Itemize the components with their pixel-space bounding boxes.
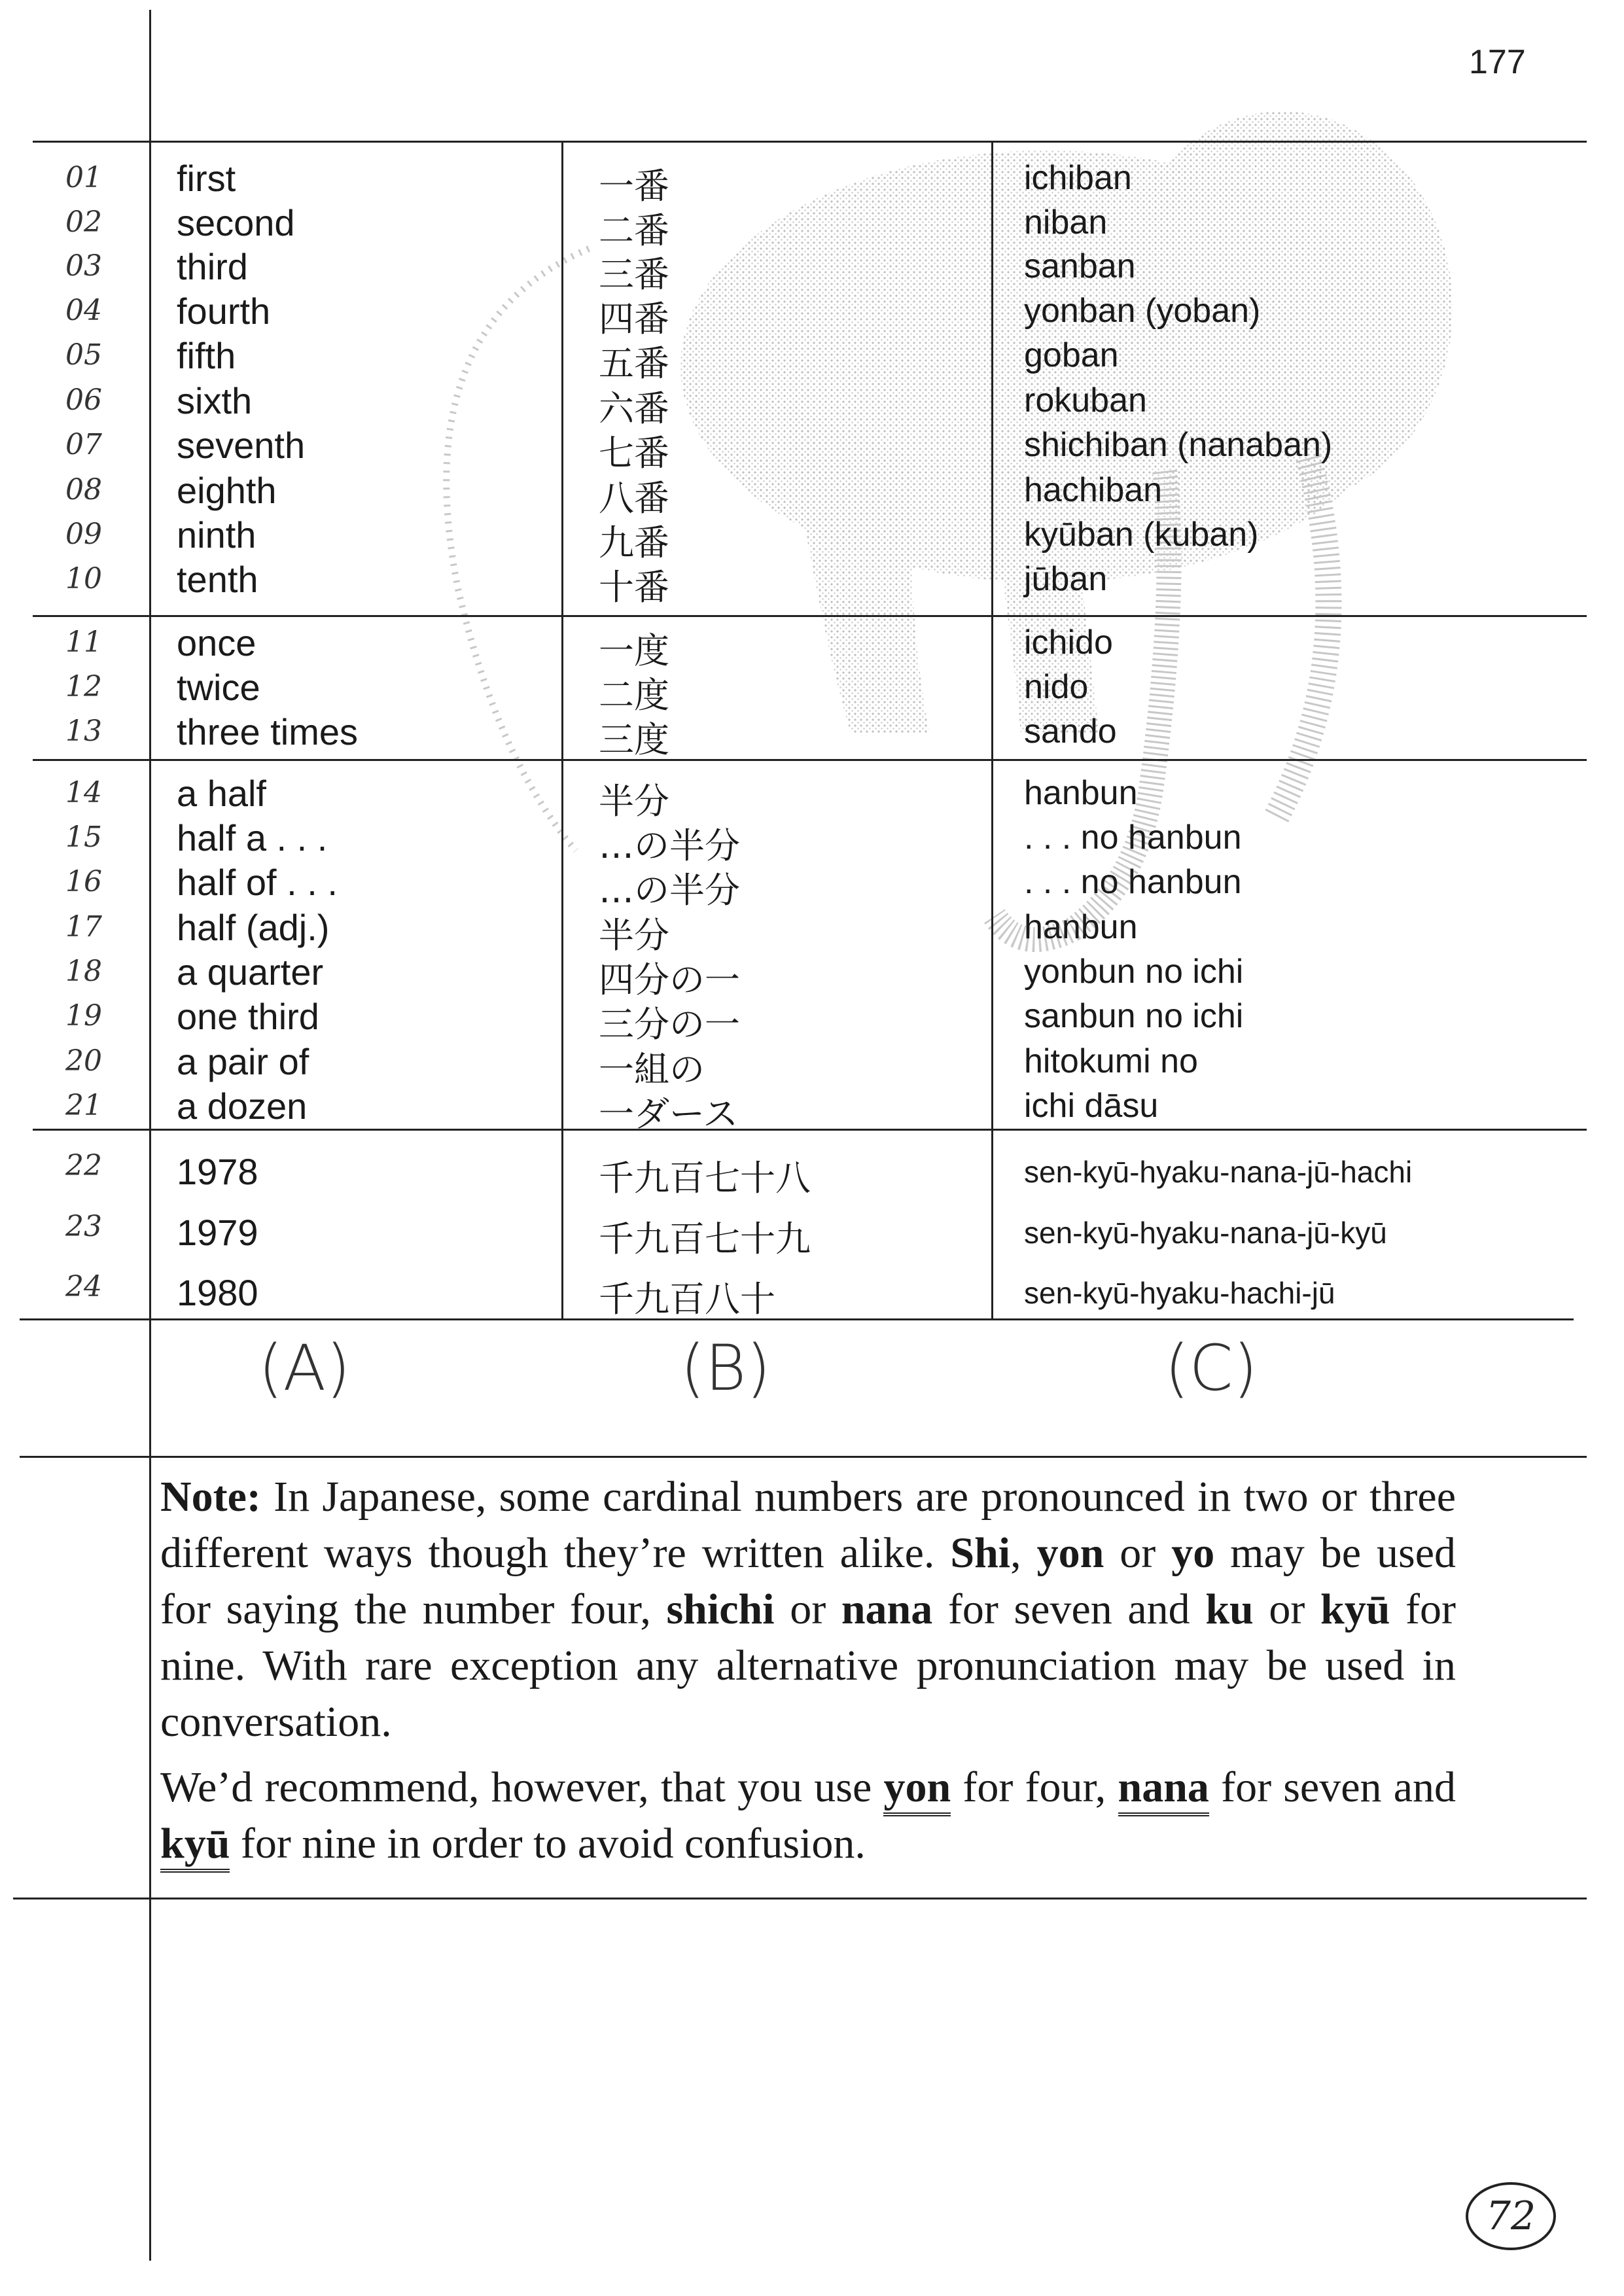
japanese-term: 四分の一 <box>599 959 740 1000</box>
note-text: for seven and <box>932 1585 1206 1633</box>
row-number: 17 <box>65 910 102 944</box>
english-term: twice <box>177 667 260 708</box>
row-number: 03 <box>65 249 102 283</box>
english-term: once <box>177 622 256 663</box>
japanese-term: 千九百七十八 <box>599 1157 811 1199</box>
table-row <box>0 666 1624 716</box>
note-term: yon <box>1036 1529 1104 1577</box>
english-term: eighth <box>177 470 277 511</box>
romaji-term: yonbun no ichi <box>1024 953 1244 991</box>
table-row <box>0 817 1624 866</box>
table-row <box>0 202 1624 251</box>
row-number: 15 <box>65 821 102 854</box>
row-number: 16 <box>65 865 102 898</box>
column-label-b: (B) <box>680 1332 771 1405</box>
japanese-term: 一組の <box>599 1049 705 1090</box>
table-row <box>0 622 1624 671</box>
romaji-term: hitokumi no <box>1024 1042 1198 1080</box>
note-top-rule <box>20 1456 1587 1458</box>
table-row <box>0 1206 1624 1260</box>
pronunciation-note <box>160 1469 1456 1881</box>
note-text: for four, <box>951 1763 1118 1811</box>
japanese-term: 四番 <box>599 298 669 340</box>
table-row <box>0 772 1624 822</box>
english-term: a pair of <box>177 1041 309 1082</box>
japanese-term: 七番 <box>599 433 669 474</box>
row-number: 14 <box>65 776 102 809</box>
table-row <box>0 245 1624 295</box>
row-number: 20 <box>65 1044 102 1078</box>
english-term: sixth <box>177 380 253 421</box>
english-term: 1979 <box>177 1212 258 1253</box>
romaji-term: jūban <box>1024 560 1108 598</box>
romaji-term: hanbun <box>1024 774 1138 812</box>
row-number: 06 <box>65 383 102 417</box>
romaji-term: ichido <box>1024 624 1113 662</box>
japanese-term: 六番 <box>599 388 669 429</box>
note-term: shichi <box>666 1585 775 1633</box>
table-row <box>0 1040 1624 1090</box>
note-term-underlined: yon <box>883 1763 951 1816</box>
note-text: for seven and <box>1209 1763 1456 1811</box>
row-number: 22 <box>65 1149 102 1182</box>
romaji-term: ichi dāsu <box>1024 1087 1159 1125</box>
table-row <box>0 1145 1624 1199</box>
romaji-term: hanbun <box>1024 908 1138 946</box>
note-lead: Note: <box>160 1473 261 1521</box>
english-term: three times <box>177 711 358 752</box>
note-text: may be used for saying the number four, <box>160 1529 1456 1633</box>
table-row <box>0 290 1624 340</box>
japanese-term: 千九百七十九 <box>599 1218 811 1260</box>
english-term: one third <box>177 996 319 1037</box>
row-number: 11 <box>65 626 102 659</box>
japanese-term: 十番 <box>599 567 669 608</box>
japanese-term: 千九百八十 <box>599 1279 775 1320</box>
page-number: 177 <box>1469 43 1526 81</box>
note-paragraph-1 <box>160 1469 1456 1750</box>
english-term: half of . . . <box>177 862 338 903</box>
japanese-term: 二番 <box>599 210 669 251</box>
row-number: 01 <box>65 161 102 194</box>
row-number: 24 <box>65 1270 102 1303</box>
english-term: third <box>177 246 248 287</box>
note-term: yo <box>1171 1529 1215 1577</box>
row-number: 10 <box>65 562 102 595</box>
row-number: 19 <box>65 999 102 1033</box>
romaji-term: rokuban <box>1024 381 1147 419</box>
note-text: We’d recommend, however, that you use <box>160 1763 884 1811</box>
japanese-term: 一ダース <box>599 1093 739 1135</box>
english-term: ninth <box>177 514 256 556</box>
japanese-term: 半分 <box>599 781 669 822</box>
table-row <box>0 906 1624 956</box>
note-text: or <box>774 1585 841 1633</box>
romaji-term: niban <box>1024 203 1108 241</box>
romaji-term: ichiban <box>1024 159 1132 197</box>
note-text: , <box>1010 1529 1037 1577</box>
romaji-term: hachiban <box>1024 471 1163 509</box>
english-term: a quarter <box>177 951 324 993</box>
table-row <box>0 157 1624 207</box>
note-paragraph-2 <box>160 1759 1456 1872</box>
row-number: 05 <box>65 338 102 372</box>
table-row <box>0 861 1624 911</box>
note-term-underlined: nana <box>1118 1763 1209 1816</box>
table-bottom-rule <box>20 1318 1574 1320</box>
group-divider-1 <box>33 615 1587 617</box>
english-term: a half <box>177 773 266 814</box>
japanese-term: …の半分 <box>599 870 740 911</box>
english-term: half (adj.) <box>177 907 330 948</box>
row-number: 07 <box>65 428 102 461</box>
row-number: 23 <box>65 1210 102 1243</box>
row-number: 09 <box>65 518 102 551</box>
note-text: or <box>1104 1529 1172 1577</box>
note-text: or <box>1253 1585 1320 1633</box>
table-row <box>0 1266 1624 1320</box>
japanese-term: 一番 <box>599 166 669 207</box>
table-top-rule <box>33 141 1587 143</box>
note-term: ku <box>1205 1585 1254 1633</box>
table-row <box>0 424 1624 474</box>
circled-page-number: 72 <box>1466 2182 1556 2250</box>
english-term: 1978 <box>177 1151 258 1192</box>
japanese-term: …の半分 <box>599 825 740 866</box>
note-term: nana <box>841 1585 933 1633</box>
english-term: a dozen <box>177 1086 308 1127</box>
column-label-a: (A) <box>258 1332 351 1405</box>
table-row <box>0 995 1624 1045</box>
english-term: 1980 <box>177 1272 258 1313</box>
english-term: fourth <box>177 291 271 332</box>
japanese-term: 三分の一 <box>599 1004 740 1045</box>
table-row <box>0 334 1624 384</box>
japanese-term: 三度 <box>599 719 669 760</box>
note-term: kyū <box>1320 1585 1390 1633</box>
japanese-term: 九番 <box>599 522 669 563</box>
japanese-term: 五番 <box>599 343 669 384</box>
note-term: Shi <box>950 1529 1011 1577</box>
table-row <box>0 711 1624 760</box>
row-number: 08 <box>65 473 102 506</box>
romaji-term: yonban (yoban) <box>1024 292 1261 330</box>
romaji-term: nido <box>1024 668 1089 706</box>
romaji-term: sen-kyū-hyaku-hachi-jū <box>1024 1276 1335 1310</box>
note-term-underlined: kyū <box>160 1820 230 1873</box>
note-text: for nine. With rare exception any alternative pronunciation may be used in conversation. <box>160 1585 1456 1746</box>
english-term: tenth <box>177 559 258 600</box>
english-term: half a . . . <box>177 817 328 858</box>
romaji-term: sen-kyū-hyaku-nana-jū-hachi <box>1024 1155 1413 1189</box>
table-row <box>0 469 1624 519</box>
table-row <box>0 514 1624 563</box>
table-row <box>0 558 1624 608</box>
note-text: for nine in order to avoid confusion. <box>230 1820 866 1867</box>
row-number: 13 <box>65 715 102 748</box>
japanese-term: 半分 <box>599 915 669 956</box>
japanese-term: 三番 <box>599 254 669 295</box>
row-number: 12 <box>65 670 102 703</box>
romaji-term: . . . no hanbun <box>1024 863 1242 901</box>
romaji-term: sen-kyū-hyaku-nana-jū-kyū <box>1024 1216 1387 1250</box>
column-label-c: (C) <box>1165 1332 1258 1405</box>
row-number: 18 <box>65 955 102 988</box>
romaji-term: sando <box>1024 713 1117 751</box>
romaji-term: . . . no hanbun <box>1024 819 1242 857</box>
english-term: first <box>177 158 236 199</box>
group-divider-2 <box>33 759 1587 761</box>
japanese-term: 八番 <box>599 478 669 519</box>
english-term: seventh <box>177 425 306 466</box>
note-text: In Japanese, some cardinal numbers are pronounced in two or three different ways though they’re written alike. <box>160 1473 1456 1577</box>
table-row <box>0 951 1624 1000</box>
note-bottom-rule <box>13 1898 1587 1899</box>
english-term: fifth <box>177 335 236 376</box>
romaji-term: shichiban (nanaban) <box>1024 426 1333 464</box>
japanese-term: 一度 <box>599 630 669 671</box>
row-number: 04 <box>65 294 102 327</box>
romaji-term: sanban <box>1024 247 1136 285</box>
row-number: 21 <box>65 1089 102 1122</box>
english-term: second <box>177 202 295 243</box>
romaji-term: goban <box>1024 336 1119 374</box>
japanese-term: 二度 <box>599 675 669 716</box>
romaji-term: kyūban (kuban) <box>1024 516 1259 554</box>
table-row <box>0 380 1624 429</box>
row-number: 02 <box>65 205 102 239</box>
table-row <box>0 1085 1624 1135</box>
romaji-term: sanbun no ichi <box>1024 997 1244 1035</box>
